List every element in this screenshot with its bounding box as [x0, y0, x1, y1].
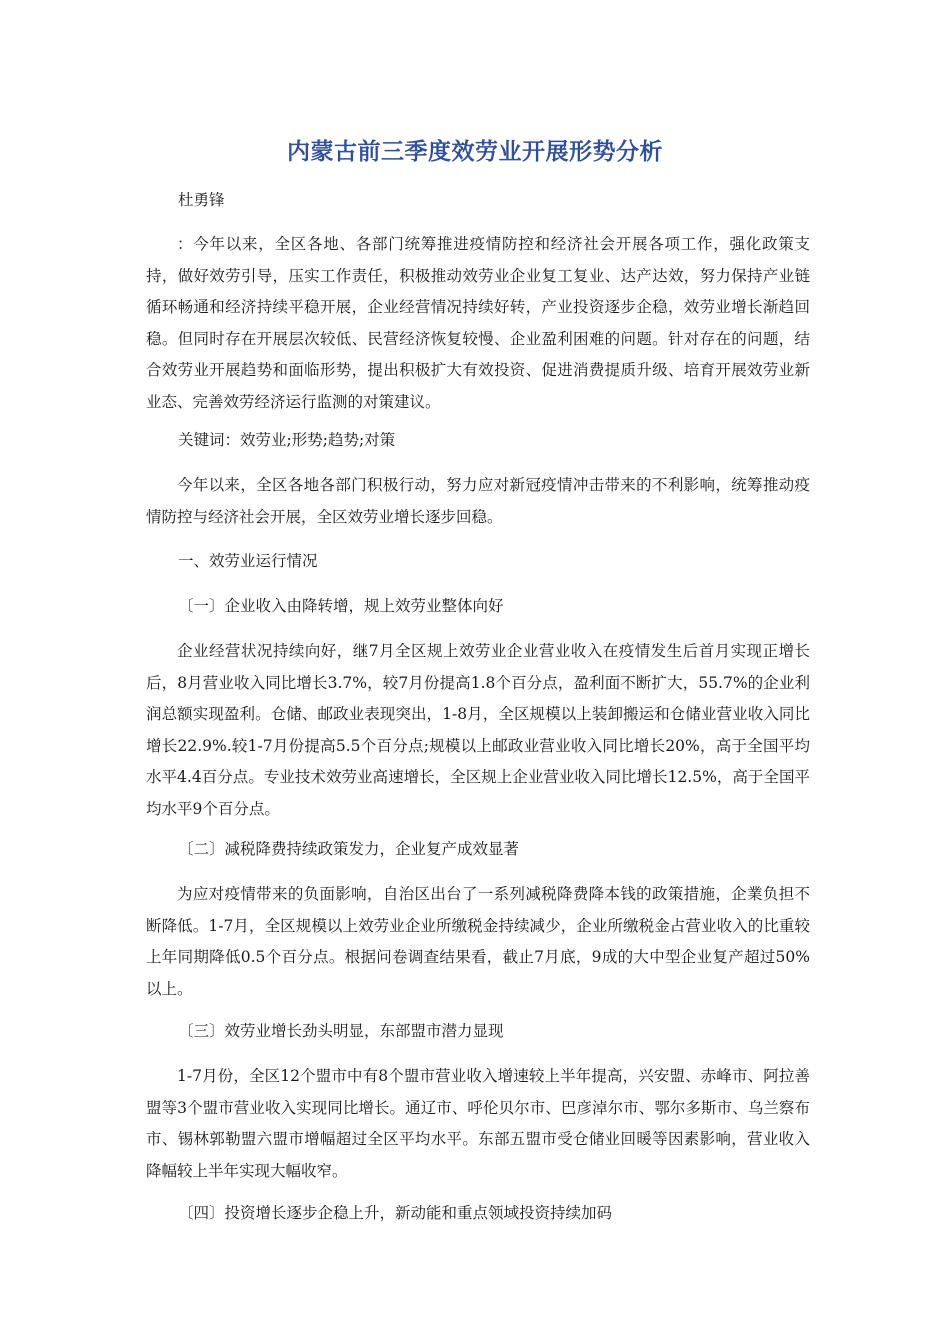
subsection-body-2: 为应对疫情带来的负面影响，自治区出台了一系列减税降费降本钱的政策措施，企業负担不断降低。1-7月，全区规模以上效劳业企业所缴税金持续减少，企业所缴税金占营业收入的比重较上年同期降低0.5个百分点。根据问卷调查结果看，截止7月底，9成的大中型企业复产超过50%以上。 — [146, 885, 810, 998]
subsection-heading-4: 〔四〕投资增长逐步企稳上升，新动能和重点领域投资持续加码 — [178, 1204, 613, 1222]
subsection-body-3: 1-7月份，全区12个盟市中有8个盟市营业收入增速较上半年提高，兴安盟、赤峰市、阿拉善盟等3个盟市营业收入实现同比增长。通辽市、呼伦贝尔市、巴彦淖尔市、鄂尔多斯市、乌兰察布市、锡林郭勒盟六盟市增幅超过全区平均水平。东部五盟市受仓储业回暖等因素影响，营业收入降幅较上半年实现大幅收窄。 — [146, 1067, 810, 1180]
intro-paragraph: 今年以来，全区各地各部门积极行动，努力应对新冠疫情冲击带来的不利影响，统筹推动疫情防控与经济社会开展，全区效劳业增长逐步回稳。 — [146, 476, 810, 526]
keywords-line: 关键词：效劳业;形势;趋势;对策 — [178, 431, 396, 449]
abstract-paragraph: ：今年以来，全区各地、各部门统筹推进疫情防控和经济社会开展各项工作，强化政策支持，做好效劳引导，压实工作责任，积极推动效劳业企业复工复业、达产达效，努力保持产业链循环畅通和经济持续平稳开展，企业经营情况持续好转，产业投资逐步企稳，效劳业增长渐趋回稳。但同时存在开展层次较低、民营经济恢复较慢、企业盈利困难的问题。针对存在的问题，结合效劳业开展趋势和面临形势，提出积极扩大有效投资、促进消费提质升级、培育开展效劳业新业态、完善效劳经济运行监测的对策建议。 — [146, 235, 810, 411]
subsection-heading-2: 〔二〕减税降费持续政策发力，企业复产成效显著 — [178, 840, 520, 858]
subsection-heading-1: 〔一〕企业收入由降转增，规上效劳业整体向好 — [178, 597, 504, 615]
author-name: 杜勇锋 — [178, 191, 225, 209]
section-heading-1: 一、效劳业运行情况 — [178, 552, 318, 570]
subsection-heading-3: 〔三〕效劳业增长劲头明显，东部盟市潜力显现 — [178, 1022, 504, 1040]
subsection-body-1: 企业经营状况持续向好，继7月全区规上效劳业企业营业收入在疫情发生后首月实现正增长后，8月营业收入同比增长3.7%，较7月份提高1.8个百分点，盈利面不断扩大，55.7%的企业利润总额实现盈利。仓储、邮政业表现突出，1-8月，全区规模以上装卸搬运和仓储业营业收入同比增长22.9%.较1-7月份提高5.5个百分点;规模以上邮政业营业收入同比增长20%，高于全国平均水平4.4百分点。专业技术效劳业高速增长，全区规上企业营业收入同比增长12.5%，高于全国平均水平9个百分点。 — [146, 642, 810, 818]
document-title: 内蒙古前三季度效劳业开展形势分析 — [287, 139, 663, 165]
